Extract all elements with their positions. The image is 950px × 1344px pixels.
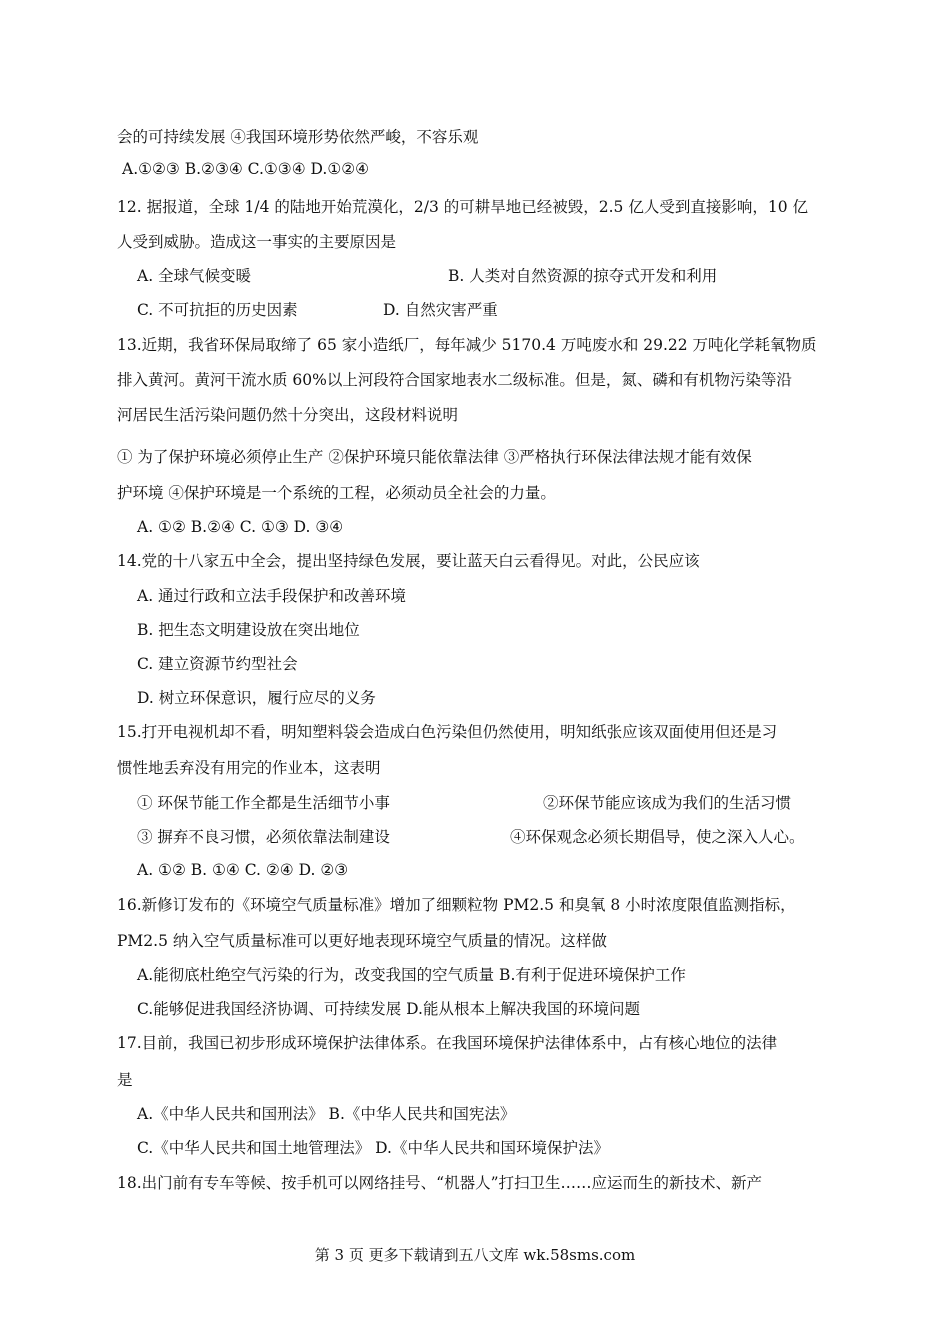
answer-options-ab: A.能彻底杜绝空气污染的行为，改变我国的空气质量 B.有利于促进环境保护工作: [137, 966, 686, 984]
answer-option-a: A. 通过行政和立法手段保护和改善环境: [137, 587, 407, 605]
question-17: 17.目前，我国已初步形成环境保护法律体系。在我国环境保护法律体系中，占有核心地位的法律: [117, 1034, 778, 1052]
answer-option-b: B. 人类对自然资源的掠夺式开发和利用: [448, 267, 718, 285]
answer-options-cd: C.能够促进我国经济协调、可持续发展 D.能从根本上解决我国的环境问题: [137, 1000, 640, 1018]
text-line: 护环境 ④保护环境是一个系统的工程，必须动员全社会的力量。: [117, 484, 556, 502]
text-line: PM2.5 纳入空气质量标准可以更好地表现环境空气质量的情况。这样做: [117, 932, 607, 950]
text-line: 河居民生活污染问题仍然十分突出，这段材料说明: [117, 406, 459, 424]
page-footer: 第 3 页 更多下载请到五八文库 wk.58sms.com: [314, 1246, 636, 1264]
text-line: 是: [117, 1071, 133, 1089]
question-15: 15.打开电视机却不看，明知塑料袋会造成白色污染但仍然使用，明知纸张应该双面使用但还是习: [117, 723, 778, 741]
answer-option-a: A. 全球气候变暖: [137, 267, 252, 285]
text-line: 惯性地丢弃没有用完的作业本，这表明: [117, 759, 381, 777]
answer-option-c: C. 建立资源节约型社会: [137, 655, 298, 673]
answer-options: A.①②③ B.②③④ C.①③④ D.①②④: [122, 160, 370, 178]
statement-4: ④环保观念必须长期倡导，使之深入人心。: [510, 828, 805, 846]
answer-option-d: D. 自然灾害严重: [383, 301, 498, 319]
text-line: 会的可持续发展 ④我国环境形势依然严峻，不容乐观: [117, 128, 479, 146]
question-13: 13.近期，我省环保局取缔了 65 家小造纸厂，每年减少 5170.4 万吨废水和 29.22 万吨化学耗氧物质: [117, 336, 817, 354]
text-line: 人受到威胁。造成这一事实的主要原因是: [117, 233, 397, 251]
answer-options-cd: C.《中华人民共和国土地管理法》 D.《中华人民共和国环境保护法》: [137, 1139, 609, 1157]
statement-3: ③ 摒弃不良习惯，必须依靠法制建设: [137, 828, 390, 846]
answer-option-d: D. 树立环保意识，履行应尽的义务: [137, 689, 376, 707]
statement-options: ① 为了保护环境必须停止生产 ②保护环境只能依靠法律 ③严格执行环保法律法规才能有效保: [117, 448, 752, 466]
question-16: 16.新修订发布的《环境空气质量标准》增加了细颗粒物 PM2.5 和臭氧 8 小时浓度限值监测指标，: [117, 896, 796, 914]
answer-options: A. ①② B. ①④ C. ②④ D. ②③: [137, 861, 349, 879]
statement-1: ① 环保节能工作全都是生活细节小事: [137, 794, 390, 812]
answer-option-b: B. 把生态文明建设放在突出地位: [137, 621, 360, 639]
answer-option-c: C. 不可抗拒的历史因素: [137, 301, 298, 319]
answer-options: A. ①② B.②④ C. ①③ D. ③④: [137, 518, 344, 536]
statement-2: ②环保节能应该成为我们的生活习惯: [543, 794, 792, 812]
text-line: 排入黄河。黄河干流水质 60%以上河段符合国家地表水二级标准。但是，氮、磷和有机物污染等沿: [117, 371, 792, 389]
question-12: 12. 据报道，全球 1/4 的陆地开始荒漠化，2/3 的可耕旱地已经被毁，2.5 亿人受到直接影响，10 亿: [117, 198, 808, 216]
answer-options-ab: A.《中华人民共和国刑法》 B.《中华人民共和国宪法》: [137, 1105, 516, 1123]
question-14: 14.党的十八家五中全会，提出坚持绿色发展，要让蓝天白云看得见。对此，公民应该: [117, 552, 700, 570]
question-18: 18.出门前有专车等候、按手机可以网络挂号、“机器人”打扫卫生……应运而生的新技术、新产: [117, 1174, 763, 1192]
